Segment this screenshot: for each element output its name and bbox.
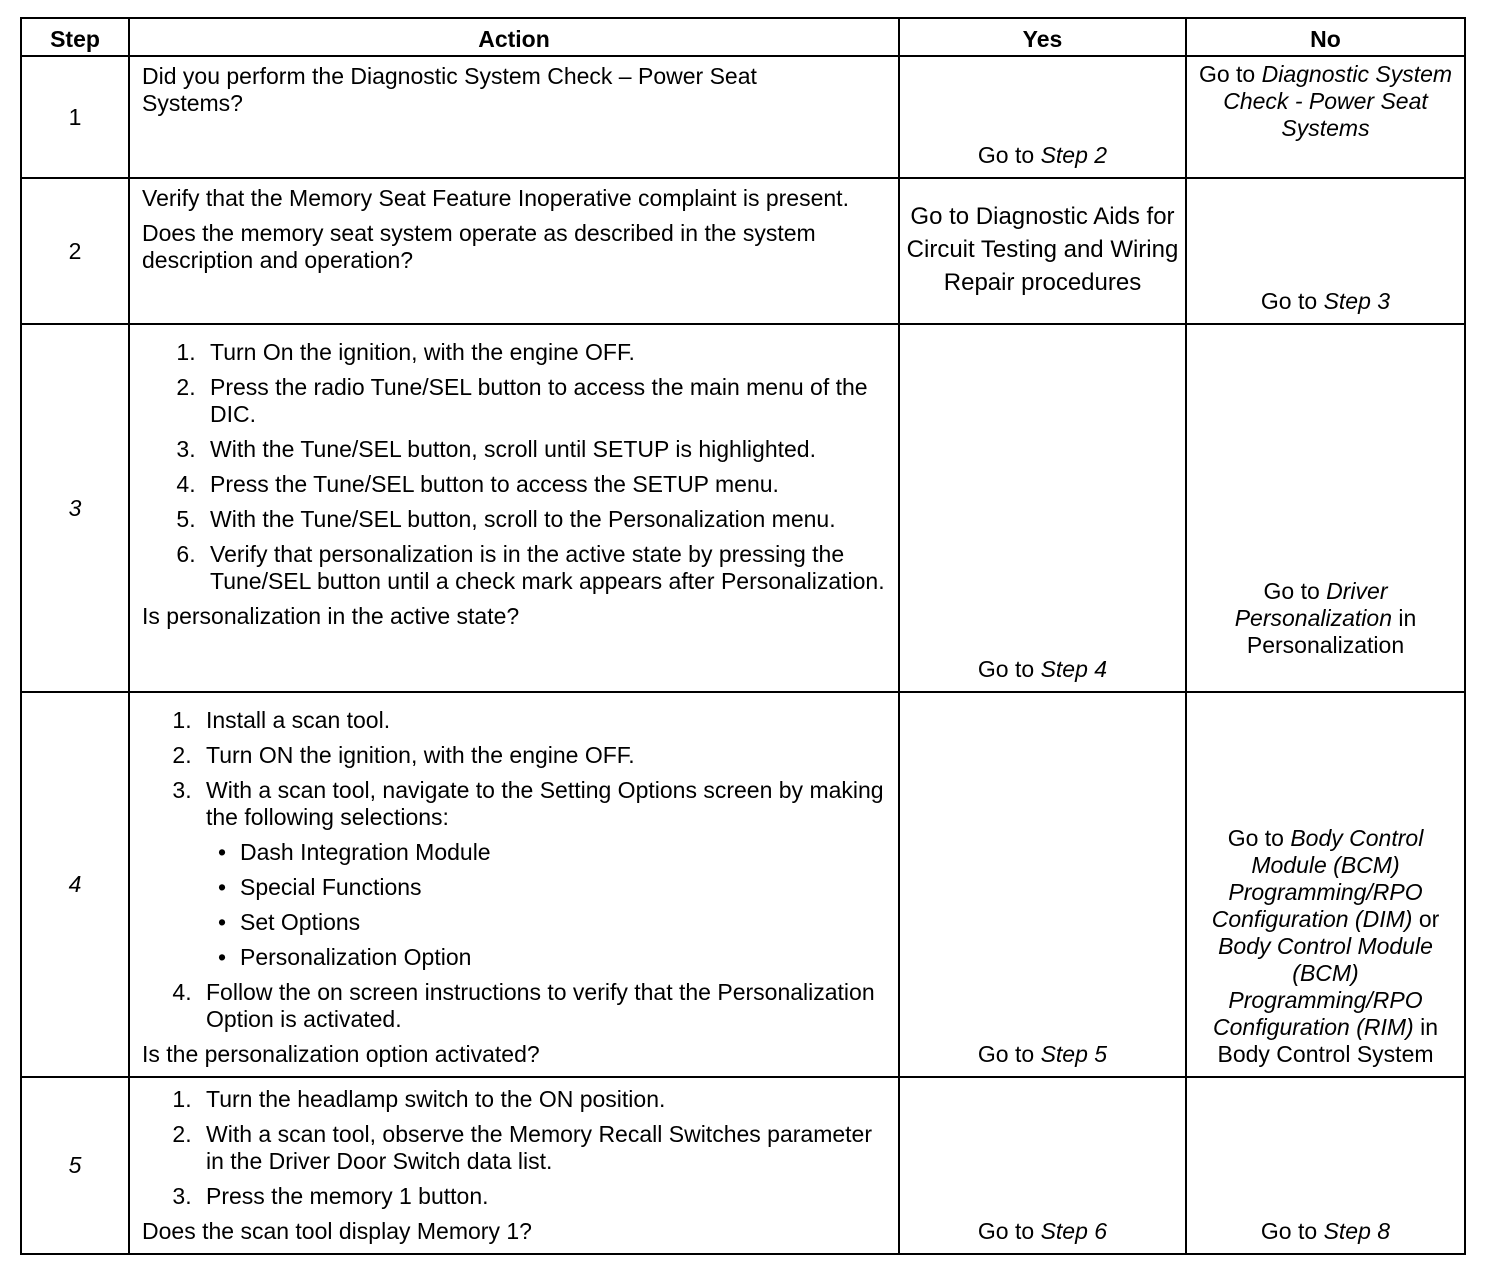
action-steps xyxy=(142,707,888,1033)
step-number: 4 xyxy=(21,692,129,1077)
selection-item: • Set Options xyxy=(240,909,888,936)
action-cell xyxy=(129,178,899,324)
no-prefix: Go to xyxy=(1260,1218,1318,1244)
selection-item: • Special Functions xyxy=(240,874,888,901)
no-prefix: Go to xyxy=(1198,61,1256,87)
yes-prefix: Go to xyxy=(977,1041,1035,1067)
action-steps xyxy=(142,1086,888,1210)
table-row xyxy=(21,178,1465,324)
action-step-text: With a scan tool, navigate to the Setting Options screen by making the following selections: xyxy=(206,777,884,830)
action-cell xyxy=(129,692,899,1077)
action-step: 2. With a scan tool, observe the Memory Recall Switches parameter in the Driver Door Switch data list. xyxy=(198,1121,888,1175)
yes-prefix: Go to xyxy=(977,656,1035,682)
header-no: No xyxy=(1186,18,1465,56)
no-link-rim[interactable]: Body Control Module (BCM) Programming/RPO Configuration (RIM) xyxy=(1213,933,1433,1040)
no-link-dim[interactable]: Body Control Module (BCM) Programming/RPO Configuration (DIM) xyxy=(1211,825,1424,932)
action-step: 5. With the Tune/SEL button, scroll to the Personalization menu. xyxy=(202,506,888,533)
action-step: 2. Press the radio Tune/SEL button to access the main menu of the DIC. xyxy=(202,374,888,428)
no-suffix: in Personalization xyxy=(1246,605,1417,658)
action-step: 1. Install a scan tool. xyxy=(198,707,888,734)
yes-cell xyxy=(899,56,1186,178)
action-step: 4. Press the Tune/SEL button to access the SETUP menu. xyxy=(202,471,888,498)
action-step: 3. Press the memory 1 button. xyxy=(198,1183,888,1210)
table-row xyxy=(21,1077,1465,1254)
no-cell xyxy=(1186,324,1465,692)
no-step-link[interactable]: Step 8 xyxy=(1323,1218,1391,1244)
action-step: 3. With the Tune/SEL button, scroll until SETUP is highlighted. xyxy=(202,436,888,463)
step-number: 1 xyxy=(21,56,129,178)
selection-list xyxy=(206,839,888,971)
action-step: 2. Turn ON the ignition, with the engine OFF. xyxy=(198,742,888,769)
step-number: 5 xyxy=(21,1077,129,1254)
selection-item: • Dash Integration Module xyxy=(240,839,888,866)
action-cell xyxy=(129,324,899,692)
no-prefix: Go to xyxy=(1263,578,1320,604)
yes-cell xyxy=(899,178,1186,324)
yes-cell xyxy=(899,324,1186,692)
yes-text[interactable]: Go to Diagnostic Aids for Circuit Testing and Wiring Repair procedures xyxy=(906,202,1179,296)
header-yes: Yes xyxy=(899,18,1186,56)
action-steps xyxy=(142,339,888,595)
yes-step-link[interactable]: Step 6 xyxy=(1040,1218,1108,1244)
action-step: 6. Verify that personalization is in the active state by pressing the Tune/SEL button until a check mark appears after Personalization. xyxy=(202,541,888,595)
action-step: 1. Turn the headlamp switch to the ON position. xyxy=(198,1086,888,1113)
yes-step-link[interactable]: Step 4 xyxy=(1040,656,1108,682)
action-question: Does the scan tool display Memory 1? xyxy=(142,1218,532,1244)
no-link[interactable]: Driver Personalization xyxy=(1234,578,1392,631)
step-number: 2 xyxy=(21,178,129,324)
action-question: Is the personalization option activated? xyxy=(142,1041,540,1067)
header-step: Step xyxy=(21,18,129,56)
table-row xyxy=(21,56,1465,178)
yes-prefix: Go to xyxy=(977,1218,1035,1244)
no-prefix: Go to xyxy=(1227,825,1284,851)
diagnostic-table xyxy=(20,17,1466,1255)
action-step xyxy=(198,777,888,971)
action-step: 1. Turn On the ignition, with the engine OFF. xyxy=(202,339,888,366)
no-suffix: in Body Control System xyxy=(1217,1014,1438,1067)
action-text: Did you perform the Diagnostic System Check – Power Seat Systems? xyxy=(142,63,757,116)
action-question: Is personalization in the active state? xyxy=(142,603,520,629)
no-cell xyxy=(1186,1077,1465,1254)
no-link[interactable]: Diagnostic System Check - Power Seat Systems xyxy=(1223,61,1453,141)
yes-step-link[interactable]: Step 2 xyxy=(1040,142,1108,168)
header-action: Action xyxy=(129,18,899,56)
step-number: 3 xyxy=(21,324,129,692)
action-question: Does the memory seat system operate as described in the system description and operation? xyxy=(142,220,816,273)
yes-prefix: Go to xyxy=(977,142,1035,168)
yes-cell xyxy=(899,692,1186,1077)
header-row xyxy=(21,18,1465,56)
yes-step-link[interactable]: Step 5 xyxy=(1040,1041,1108,1067)
no-cell xyxy=(1186,692,1465,1077)
no-step-link[interactable]: Step 3 xyxy=(1323,288,1391,314)
selection-item: • Personalization Option xyxy=(240,944,888,971)
action-cell xyxy=(129,1077,899,1254)
action-text: Verify that the Memory Seat Feature Inoperative complaint is present. xyxy=(142,185,849,211)
no-cell xyxy=(1186,56,1465,178)
yes-cell xyxy=(899,1077,1186,1254)
no-or: or xyxy=(1418,906,1440,932)
action-cell xyxy=(129,56,899,178)
table-row xyxy=(21,324,1465,692)
no-prefix: Go to xyxy=(1260,288,1318,314)
action-step: 4. Follow the on screen instructions to verify that the Personalization Option is activated. xyxy=(198,979,888,1033)
table-row xyxy=(21,692,1465,1077)
no-cell xyxy=(1186,178,1465,324)
